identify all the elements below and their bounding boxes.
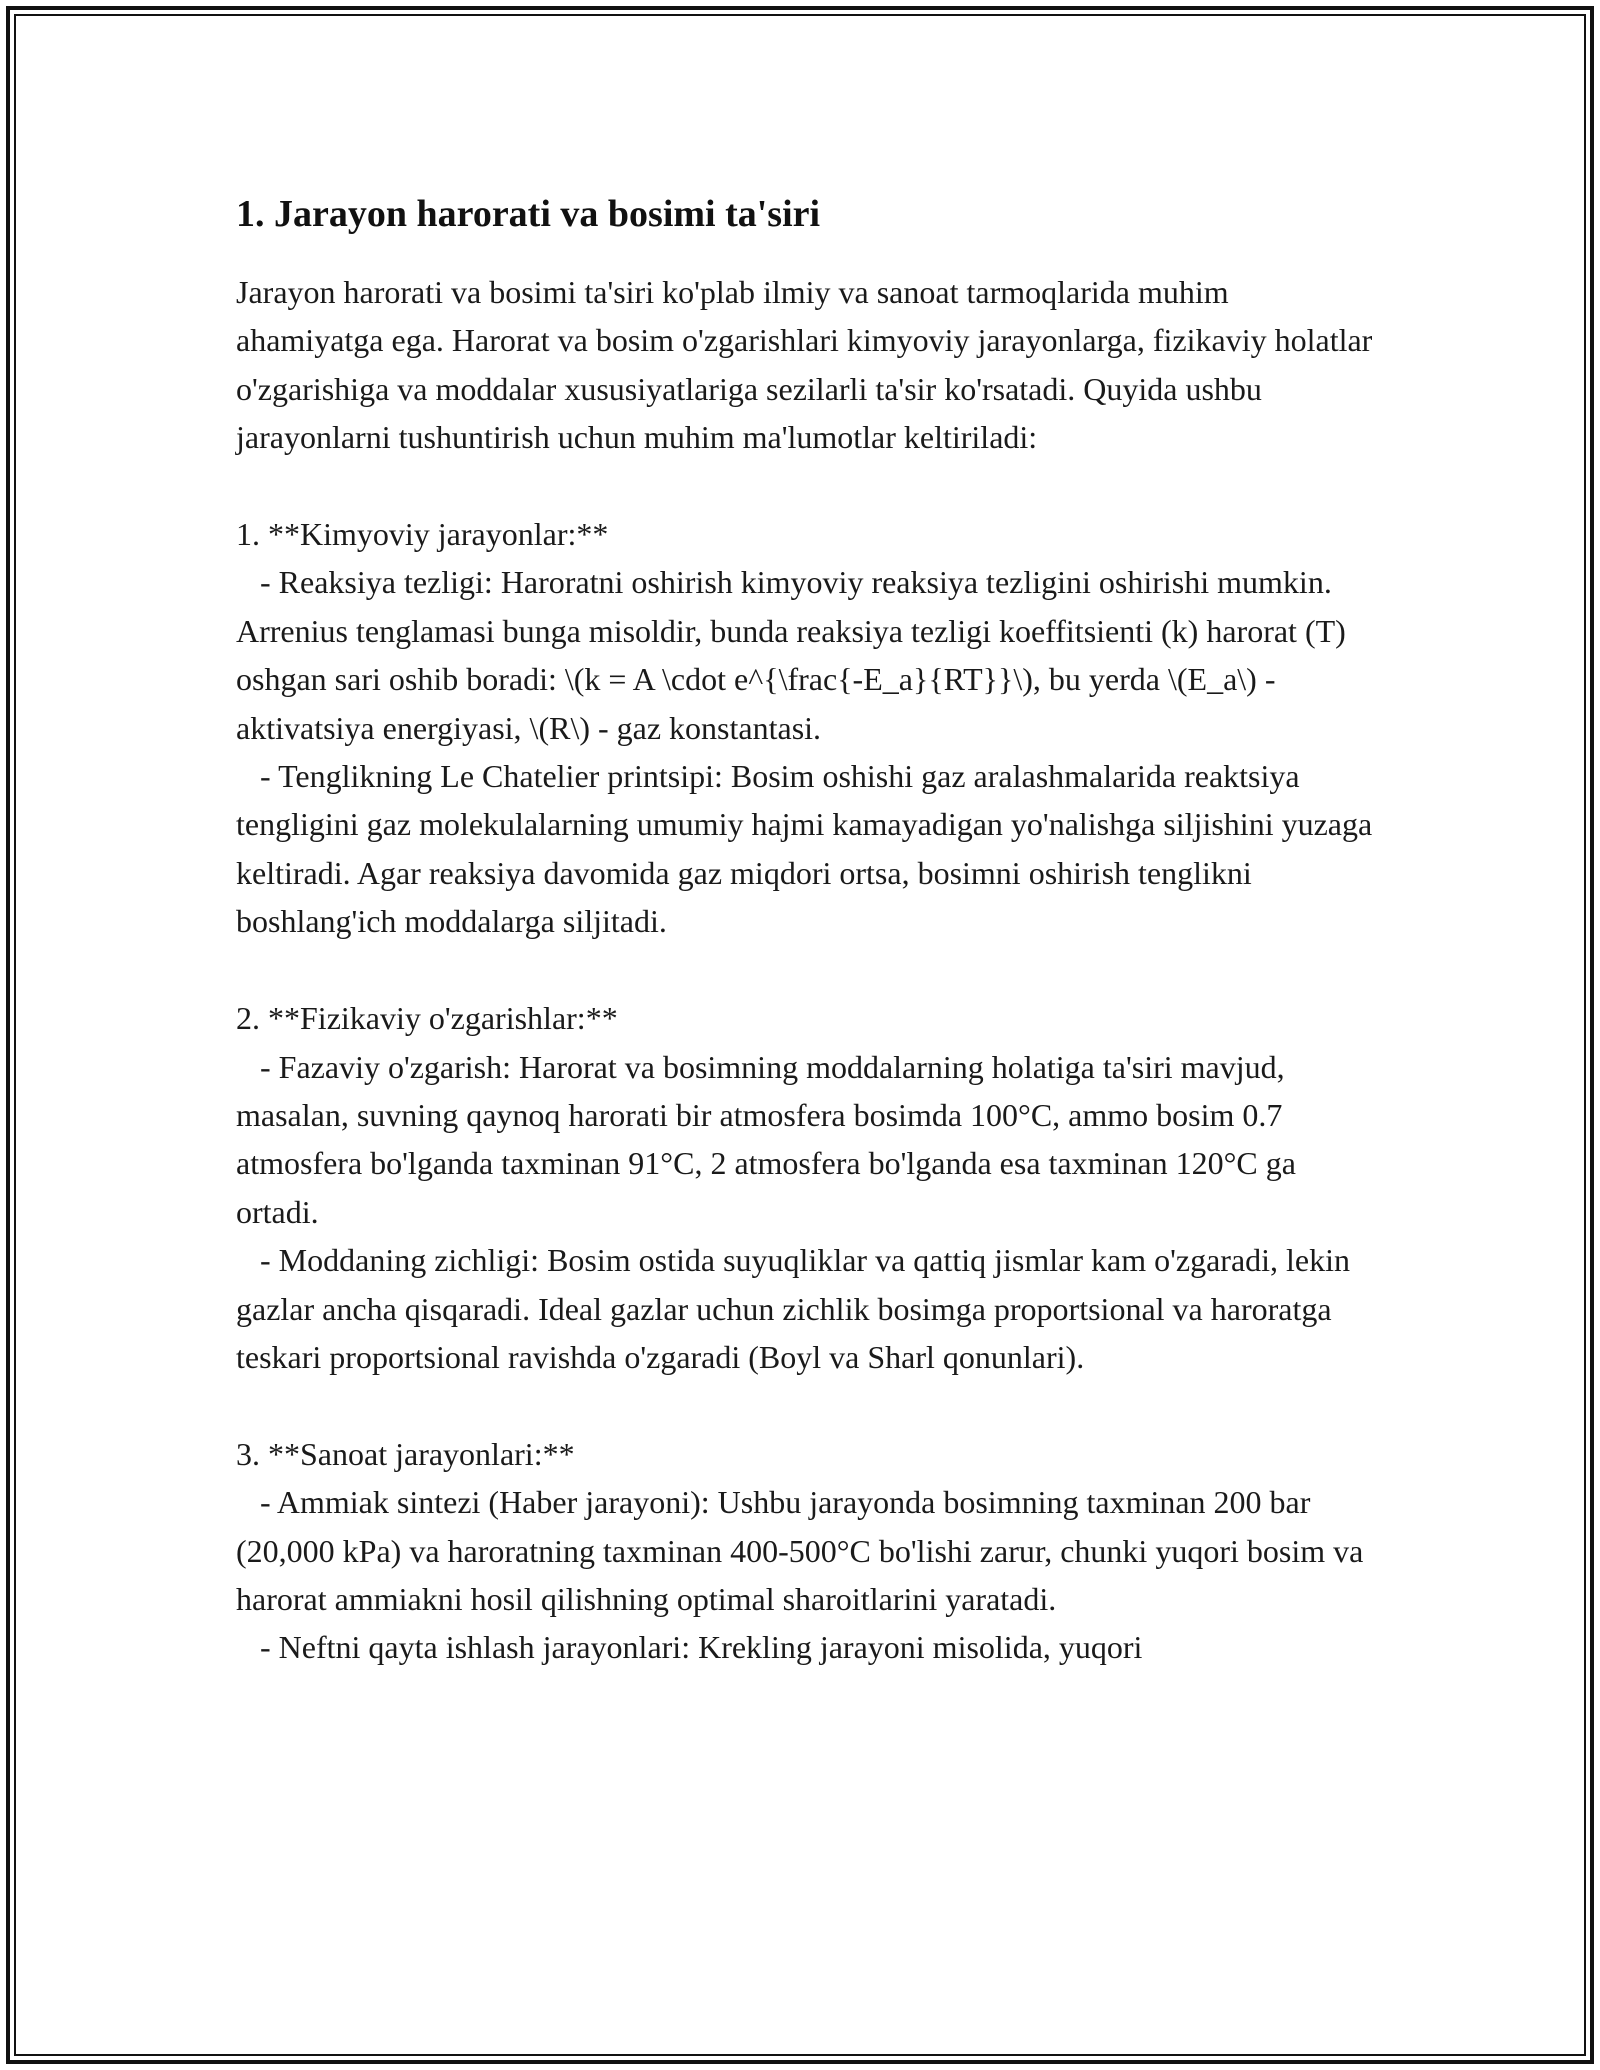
section-body: Jarayon harorati va bosimi ta'siri ko'plab ilmiy va sanoat tarmoqlarida muhim ahamiyatga ega. Harorat va bosim o'zgarishlari kimyoviy jarayonlarga, fizikaviy holatlar o'zgarishiga va moddalar xususiyatlariga sezilarli ta'sir ko'rsatadi. Quyida ushbu jarayonlarni tushuntirish uchun muhim ma'lumotlar keltiriladi: 1. **Kimyoviy jarayonlar:** - Reaksiya tezligi: Haroratni oshirish kimyoviy reaksiya tezligini oshirishi mumkin. Arrenius tenglamasi bunga misoldir, bunda reaksiya tezligi koeffitsienti (k) harorat (T) oshgan sari oshib boradi: \(k = A \cdot e^{\frac{-E_a}{RT}}\), bu yerda \(E_a\) - aktivatsiya energiyasi, \(R\) - gaz konstantasi. - Tenglikning Le Chatelier printsipi: Bosim oshishi gaz aralashmalarida reaktsiya tengligini gaz molekulalarning umumiy hajmi kamayadigan yo'nalishga siljishini yuzaga keltiradi. Agar reaksiya davomida gaz miqdori ortsa, bosimni oshirish tenglikni boshlang'ich moddalarga siljitadi. 2. **Fizikaviy o'zgarishlar:** - Fazaviy o'zgarish: Harorat va bosimning moddalarning holatiga ta'siri mavjud, masalan, suvning qaynoq harorati bir atmosfera bosimda 100°C, ammo bosim 0.7 atmosfera bo'lganda taxminan 91°C, 2 atmosfera bo'lganda esa taxminan 120°C ga ortadi. - Moddaning zichligi: Bosim ostida suyuqliklar va qattiq jismlar kam o'zgaradi, lekin gazlar ancha qisqaradi. Ideal gazlar uchun zichlik bosimga proportsional va haroratga teskari proportsional ravishda o'zgaradi (Boyl va Sharl qonunlari). 3. **Sanoat jarayonlari:** - Ammiak sintezi (Haber jarayoni): Ushbu jarayonda bosimning taxminan 200 bar (20,000 kPa) va haroratning taxminan 400-500°C bo'lishi zarur, chunki yuqori bosim va harorat ammiakni hosil qilishning optimal sharoitlarini yaratadi. - Neftni qayta ishlash jarayonlari: Krekling jarayoni misolida, yuqori bbox=[236, 274, 1373, 1666]
document-content bbox=[236, 186, 1376, 1672]
section-heading: 1. Jarayon harorati va bosimi ta'siri bbox=[236, 193, 821, 235]
